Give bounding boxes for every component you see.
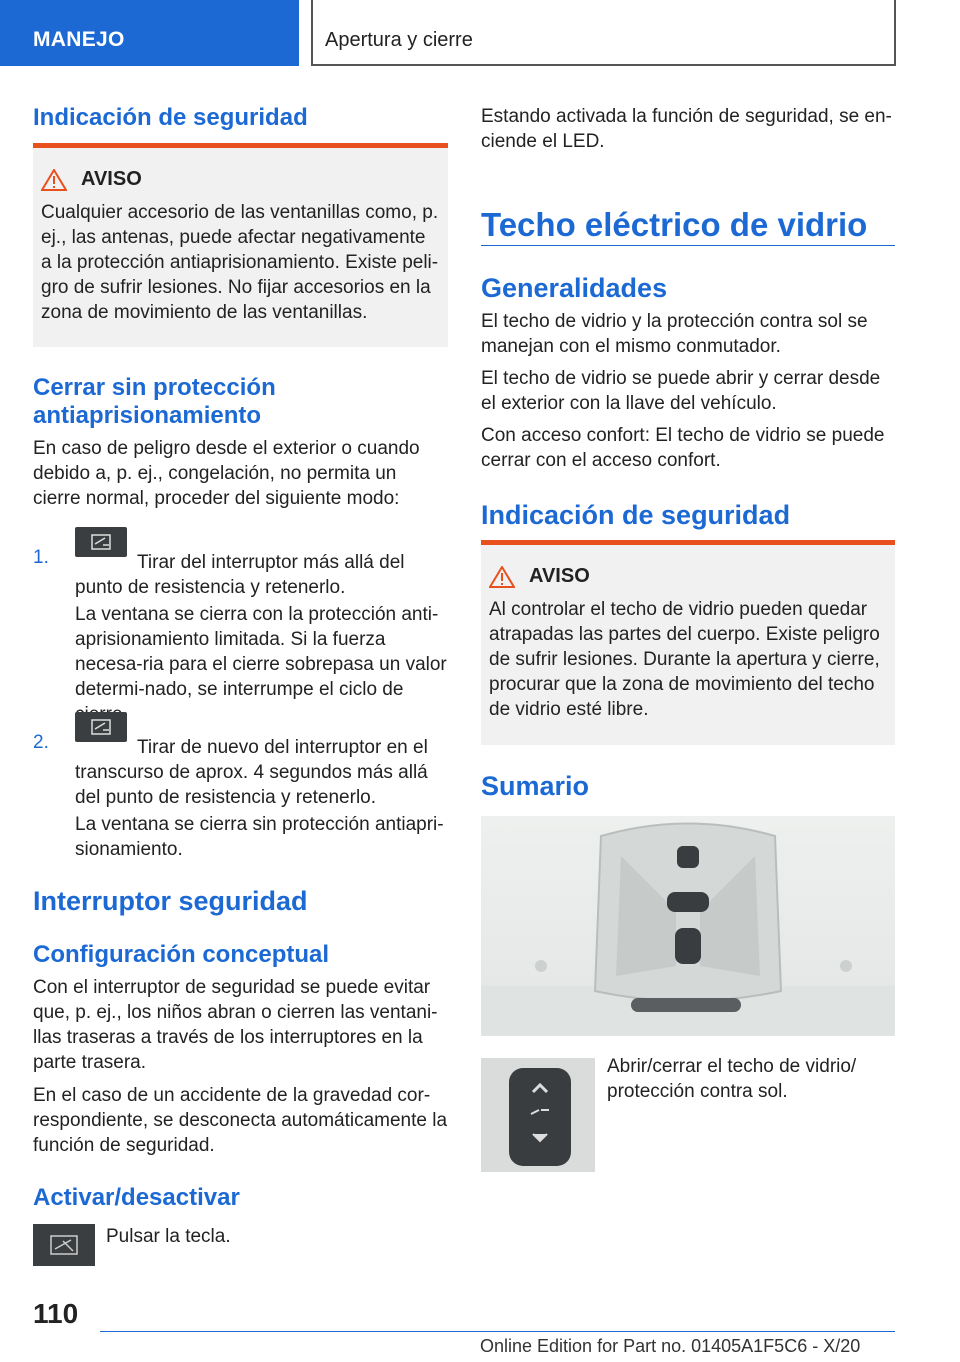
step-1-note: La ventana se cierra con la protección anti‐aprisionamiento limitada. Si la fuerza necesa‐ria para el cierre sobrepasa un valor determi‐nado, se interrumpe el ciclo de [75,604,447,700]
general-paragraph-1: El techo de vidrio y la protección contra sol se manejan con el mismo conmutador. [481,311,868,357]
roof-switch-photo [481,1058,595,1172]
window-switch-icon [75,712,127,742]
section-tab [0,0,299,66]
warning-box-windows [33,143,448,347]
warning-title: AVISO [41,168,142,191]
close-intro: En caso de peligro desde el exterior o cuando debido a, p. ej., congelación, no permita un cierre normal, proceder del siguiente modo: [33,438,420,509]
step-2 [33,712,448,808]
summary-heading: Sumario [481,771,590,801]
concept-heading: Configuración conceptual [33,941,330,968]
switch-caption: Abrir/cerrar el techo de vidrio/ protección contra sol. [607,1056,857,1102]
safety-heading-right: Indicación de seguridad [481,500,791,530]
switch-heading: Interruptor seguridad [33,886,308,916]
step-text: Tirar de nuevo del interruptor en el transcurso de aprox. 4 segundos más allá del punto de resistencia y retenerlo. [75,737,428,808]
warning-triangle-icon [489,566,515,588]
concept-paragraph-2: En el caso de un accidente de la gravedad cor‐respondiente, se desconecta automáticamente la función de seguridad. [33,1085,448,1156]
concept-paragraph-1: Con el interruptor de seguridad se puede evitar que, p. ej., los niños abran o cierren las ventani‐llas traseras a través de los interruptores en la parte trasera. [33,977,438,1073]
chapter-label: Apertura y cierre [325,29,473,51]
warning-box-roof [481,540,895,745]
safety-switch-image [33,1224,95,1266]
warning-title: AVISO [489,565,590,588]
overhead-console-photo [481,816,895,1036]
safety-heading-left: Indicación de seguridad [33,104,308,131]
chapter-tab [311,0,896,66]
window-switch-icon [75,527,127,557]
step-text: Tirar del interruptor más allá del punto de resistencia y retenerlo. [75,552,405,598]
child-lock-window-icon [33,1224,95,1266]
page-number: 110 [33,1298,79,1329]
title-rule [481,245,895,246]
general-paragraph-2: El techo de vidrio se puede abrir y cerrar desde el exterior con la llave del vehículo. [481,368,881,414]
warning-text: Al controlar el techo de vidrio pueden quedar atrapadas las partes del cuerpo. Existe peligro de sufrir lesiones. Durante la apertura y cierre, procurar que la zona de movimiento del techo de vidrio esté libre. [489,599,880,720]
general-paragraph-3: Con acceso confort: El techo de vidrio se puede cerrar con el acceso confort. [481,425,885,471]
step-number: 1. [33,547,49,568]
general-heading: Generalidades [481,273,668,303]
step-2-note: La ventana se cierra sin protección antiapri‐sionamiento. [75,814,444,860]
step-number: 2. [33,732,49,753]
close-heading: Cerrar sin protección antiaprisionamiento [33,374,276,429]
led-text: Estando activada la función de seguridad, se en‐ciende el LED. [481,106,892,152]
footer-edition: Online Edition for Part no. 01405A1F5C6 - X/20 [480,1336,861,1356]
step-1 [33,527,448,598]
toggle-text: Pulsar la tecla. [106,1226,231,1247]
roof-title: Techo eléctrico de vidrio [481,206,868,243]
toggle-heading: Activar/desactivar [33,1184,240,1211]
section-label: MANEJO [33,28,125,51]
warning-triangle-icon [41,169,67,191]
footer-rule [100,1331,895,1332]
warning-text: Cualquier accesorio de las ventanillas como, p. ej., las antenas, puede afectar negativamente a la protección antiaprisionamiento. Existe peli‐gro de sufrir lesiones. No fijar accesorios en la zona de movimiento de las ventanillas. [41,202,439,323]
